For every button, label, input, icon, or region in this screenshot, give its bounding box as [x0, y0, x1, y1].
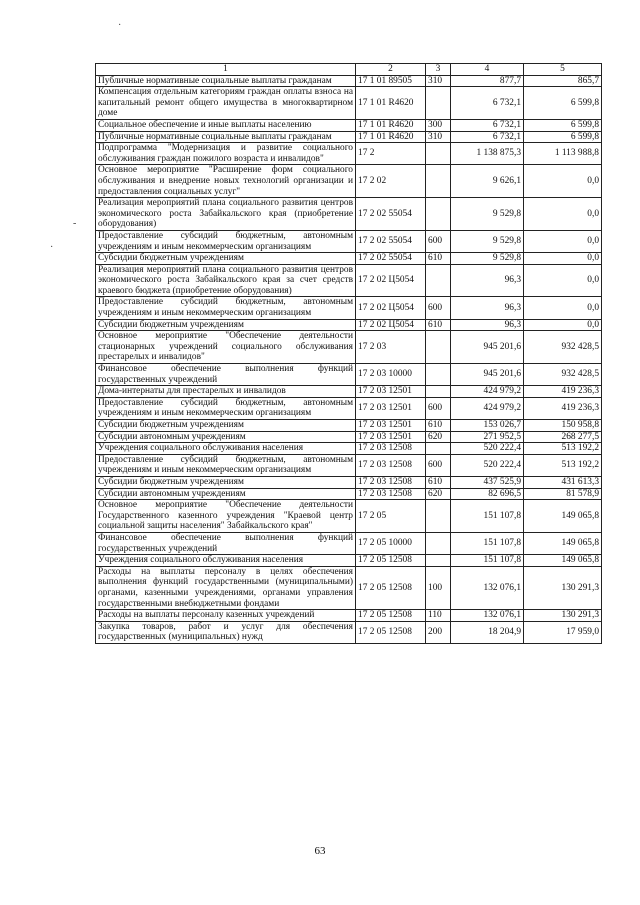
table-row	[96, 454, 602, 476]
cell-name: Расходы на выплаты персоналу казенных учреждений	[96, 610, 356, 622]
cell-amount-2: 1 113 988,8	[524, 143, 602, 165]
table-row	[96, 364, 602, 386]
cell-amount-2: 419 236,3	[524, 397, 602, 419]
table-row	[96, 230, 602, 252]
table-row	[96, 431, 602, 443]
cell-amount-1: 9 529,8	[451, 230, 524, 252]
cell-name: Субсидии автономным учреждениям	[96, 431, 356, 443]
cell-code: 17 1 01 R4620	[356, 119, 426, 131]
cell-name: Расходы на выплаты персоналу в целях обеспечения выполнения функций государственными (муниципальными) органами, казенными учреждениями, органами управления государственными внебюджетными фондами	[96, 566, 356, 609]
table-row	[96, 119, 602, 131]
scan-mark: ·	[50, 242, 54, 253]
table-row	[96, 165, 602, 198]
cell-code: 17 1 01 R4620	[356, 131, 426, 143]
cell-expense-type: 620	[426, 431, 451, 443]
cell-expense-type: 610	[426, 476, 451, 488]
cell-expense-type: 600	[426, 397, 451, 419]
page-number: 63	[314, 845, 326, 857]
cell-code: 17 2 05 12508	[356, 610, 426, 622]
cell-name: Подпрограмма "Модернизация и развитие социального обслуживания граждан пожилого возраста и инвалидов"	[96, 143, 356, 165]
cell-amount-1: 877,7	[451, 75, 524, 87]
cell-amount-1: 96,3	[451, 297, 524, 319]
table-row	[96, 319, 602, 331]
cell-amount-1: 437 525,9	[451, 476, 524, 488]
cell-name: Финансовое обеспечение выполнения функций государственных учреждений	[96, 532, 356, 554]
cell-expense-type	[426, 198, 451, 231]
cell-amount-1: 271 952,5	[451, 431, 524, 443]
cell-expense-type	[426, 87, 451, 120]
cell-amount-2: 0,0	[524, 253, 602, 265]
column-header-type: 3	[426, 64, 451, 76]
cell-name: Компенсация отдельным категориям граждан оплаты взноса на капитальный ремонт общего имущества в многоквартирном доме	[96, 87, 356, 120]
cell-amount-2: 0,0	[524, 264, 602, 297]
cell-code: 17 2 03 12508	[356, 488, 426, 500]
cell-amount-1: 151 107,8	[451, 555, 524, 567]
cell-amount-2: 81 578,9	[524, 488, 602, 500]
cell-name: Основное мероприятие "Расширение форм социального обслуживания и внедрение новых технологий организации и предоставления социальных услуг"	[96, 165, 356, 198]
cell-amount-2: 6 599,8	[524, 87, 602, 120]
cell-amount-1: 153 026,7	[451, 420, 524, 432]
cell-expense-type: 310	[426, 131, 451, 143]
cell-expense-type	[426, 532, 451, 554]
table-row	[96, 532, 602, 554]
cell-expense-type	[426, 500, 451, 533]
cell-expense-type: 110	[426, 610, 451, 622]
table-row	[96, 566, 602, 609]
cell-amount-2: 0,0	[524, 319, 602, 331]
table-row	[96, 397, 602, 419]
cell-amount-2: 865,7	[524, 75, 602, 87]
cell-amount-1: 424 979,2	[451, 397, 524, 419]
column-header-name: 1	[96, 64, 356, 76]
cell-amount-2: 513 192,2	[524, 443, 602, 455]
cell-code: 17 2 03 12501	[356, 386, 426, 398]
cell-code: 17 2 02	[356, 165, 426, 198]
table-row	[96, 500, 602, 533]
scan-mark: -	[73, 218, 77, 229]
cell-name: Субсидии бюджетным учреждениям	[96, 253, 356, 265]
cell-amount-2: 6 599,8	[524, 119, 602, 131]
cell-code: 17 1 01 89505	[356, 75, 426, 87]
cell-amount-2: 431 613,3	[524, 476, 602, 488]
cell-code: 17 2 05 12508	[356, 555, 426, 567]
table-row	[96, 75, 602, 87]
cell-amount-2: 150 958,8	[524, 420, 602, 432]
cell-amount-2: 149 065,8	[524, 555, 602, 567]
cell-name: Предоставление субсидий бюджетным, автономным учреждениям и иным некоммерческим организациям	[96, 454, 356, 476]
cell-code: 17 2 03 12501	[356, 397, 426, 419]
table-row	[96, 610, 602, 622]
table-row	[96, 198, 602, 231]
cell-amount-1: 96,3	[451, 264, 524, 297]
cell-expense-type	[426, 143, 451, 165]
cell-amount-2: 0,0	[524, 165, 602, 198]
cell-expense-type	[426, 386, 451, 398]
cell-amount-1: 6 732,1	[451, 131, 524, 143]
cell-code: 17 2 05 12508	[356, 621, 426, 643]
cell-expense-type: 300	[426, 119, 451, 131]
cell-amount-1: 151 107,8	[451, 500, 524, 533]
table-row	[96, 420, 602, 432]
table-row	[96, 386, 602, 398]
cell-expense-type: 100	[426, 566, 451, 609]
cell-name: Предоставление субсидий бюджетным, автономным учреждениям и иным некоммерческим организациям	[96, 297, 356, 319]
cell-expense-type	[426, 264, 451, 297]
table-body	[96, 75, 602, 643]
cell-expense-type: 620	[426, 488, 451, 500]
cell-name: Дома-интернаты для престарелых и инвалидов	[96, 386, 356, 398]
cell-expense-type	[426, 364, 451, 386]
cell-code: 17 2 03 12508	[356, 476, 426, 488]
cell-amount-1: 424 979,2	[451, 386, 524, 398]
cell-name: Учреждения социального обслуживания населения	[96, 443, 356, 455]
cell-name: Финансовое обеспечение выполнения функций государственных учреждений	[96, 364, 356, 386]
cell-amount-1: 6 732,1	[451, 119, 524, 131]
cell-amount-2: 513 192,2	[524, 454, 602, 476]
table-row	[96, 131, 602, 143]
table-row	[96, 476, 602, 488]
cell-code: 17 1 01 R4620	[356, 87, 426, 120]
column-header-amount-1: 4	[451, 64, 524, 76]
cell-code: 17 2 02 55054	[356, 230, 426, 252]
cell-name: Предоставление субсидий бюджетным, автономным учреждениям и иным некоммерческим организациям	[96, 397, 356, 419]
cell-code: 17 2 03	[356, 331, 426, 364]
cell-amount-1: 9 529,8	[451, 198, 524, 231]
cell-amount-1: 9 626,1	[451, 165, 524, 198]
cell-amount-1: 9 529,8	[451, 253, 524, 265]
cell-code: 17 2 03 10000	[356, 364, 426, 386]
table-row	[96, 555, 602, 567]
cell-name: Субсидии автономным учреждениям	[96, 488, 356, 500]
cell-name: Основное мероприятие "Обеспечение деятельности Государственного казенного учреждения "Краевой центр социальной защиты населения" Забайкальского края"	[96, 500, 356, 533]
cell-amount-2: 0,0	[524, 230, 602, 252]
cell-amount-1: 1 138 875,3	[451, 143, 524, 165]
cell-name: Социальное обеспечение и иные выплаты населению	[96, 119, 356, 131]
table-row	[96, 621, 602, 643]
cell-code: 17 2 02 Ц5054	[356, 297, 426, 319]
table-row	[96, 488, 602, 500]
cell-expense-type: 610	[426, 253, 451, 265]
cell-name: Субсидии бюджетным учреждениям	[96, 476, 356, 488]
cell-name: Реализация мероприятий плана социального развития центров экономического роста Забайкальского края за счет средств краевого бюджета (приобретение оборудования)	[96, 264, 356, 297]
cell-code: 17 2 05 12508	[356, 566, 426, 609]
cell-amount-2: 268 277,5	[524, 431, 602, 443]
cell-amount-1: 520 222,4	[451, 454, 524, 476]
column-header-amount-2: 5	[524, 64, 602, 76]
table-row	[96, 331, 602, 364]
cell-amount-1: 18 204,9	[451, 621, 524, 643]
cell-code: 17 2 05	[356, 500, 426, 533]
cell-name: Реализация мероприятий плана социального развития центров экономического роста Забайкальского края (приобретение оборудования)	[96, 198, 356, 231]
cell-amount-1: 945 201,6	[451, 331, 524, 364]
cell-amount-1: 6 732,1	[451, 87, 524, 120]
cell-code: 17 2 03 12508	[356, 443, 426, 455]
table-header-row	[96, 64, 602, 76]
cell-amount-2: 149 065,8	[524, 500, 602, 533]
cell-code: 17 2	[356, 143, 426, 165]
cell-amount-1: 82 696,5	[451, 488, 524, 500]
cell-name: Закупка товаров, работ и услуг для обеспечения государственных (муниципальных) нужд	[96, 621, 356, 643]
cell-amount-1: 132 076,1	[451, 610, 524, 622]
cell-code: 17 2 02 55054	[356, 253, 426, 265]
cell-name: Публичные нормативные социальные выплаты гражданам	[96, 131, 356, 143]
cell-expense-type: 610	[426, 420, 451, 432]
cell-expense-type	[426, 165, 451, 198]
cell-expense-type: 610	[426, 319, 451, 331]
cell-code: 17 2 03 12501	[356, 431, 426, 443]
cell-expense-type: 200	[426, 621, 451, 643]
cell-code: 17 2 03 12501	[356, 420, 426, 432]
table-row	[96, 87, 602, 120]
cell-code: 17 2 03 12508	[356, 454, 426, 476]
cell-amount-2: 0,0	[524, 297, 602, 319]
cell-code: 17 2 02 Ц5054	[356, 319, 426, 331]
budget-table	[95, 63, 602, 644]
cell-name: Основное мероприятие "Обеспечение деятельности стационарных учреждений социального обслуживания престарелых и инвалидов"	[96, 331, 356, 364]
cell-amount-1: 96,3	[451, 319, 524, 331]
cell-expense-type: 310	[426, 75, 451, 87]
cell-expense-type	[426, 331, 451, 364]
scan-mark: ·	[118, 20, 122, 31]
table-row	[96, 297, 602, 319]
cell-amount-1: 945 201,6	[451, 364, 524, 386]
cell-amount-2: 149 065,8	[524, 532, 602, 554]
table-row	[96, 143, 602, 165]
cell-expense-type: 600	[426, 230, 451, 252]
cell-amount-1: 151 107,8	[451, 532, 524, 554]
cell-name: Предоставление субсидий бюджетным, автономным учреждениям и иным некоммерческим организациям	[96, 230, 356, 252]
cell-amount-1: 520 222,4	[451, 443, 524, 455]
cell-amount-2: 419 236,3	[524, 386, 602, 398]
cell-expense-type: 600	[426, 454, 451, 476]
cell-amount-2: 932 428,5	[524, 331, 602, 364]
cell-name: Субсидии бюджетным учреждениям	[96, 319, 356, 331]
cell-code: 17 2 05 10000	[356, 532, 426, 554]
cell-expense-type: 600	[426, 297, 451, 319]
table-row	[96, 264, 602, 297]
cell-name: Публичные нормативные социальные выплаты гражданам	[96, 75, 356, 87]
table-row	[96, 443, 602, 455]
cell-code: 17 2 02 Ц5054	[356, 264, 426, 297]
table-row	[96, 253, 602, 265]
cell-amount-2: 130 291,3	[524, 566, 602, 609]
cell-amount-2: 17 959,0	[524, 621, 602, 643]
cell-expense-type	[426, 555, 451, 567]
cell-amount-2: 0,0	[524, 198, 602, 231]
cell-code: 17 2 02 55054	[356, 198, 426, 231]
cell-name: Учреждения социального обслуживания населения	[96, 555, 356, 567]
column-header-code: 2	[356, 64, 426, 76]
cell-amount-2: 932 428,5	[524, 364, 602, 386]
cell-amount-2: 6 599,8	[524, 131, 602, 143]
cell-amount-2: 130 291,3	[524, 610, 602, 622]
cell-name: Субсидии бюджетным учреждениям	[96, 420, 356, 432]
cell-amount-1: 132 076,1	[451, 566, 524, 609]
cell-expense-type	[426, 443, 451, 455]
